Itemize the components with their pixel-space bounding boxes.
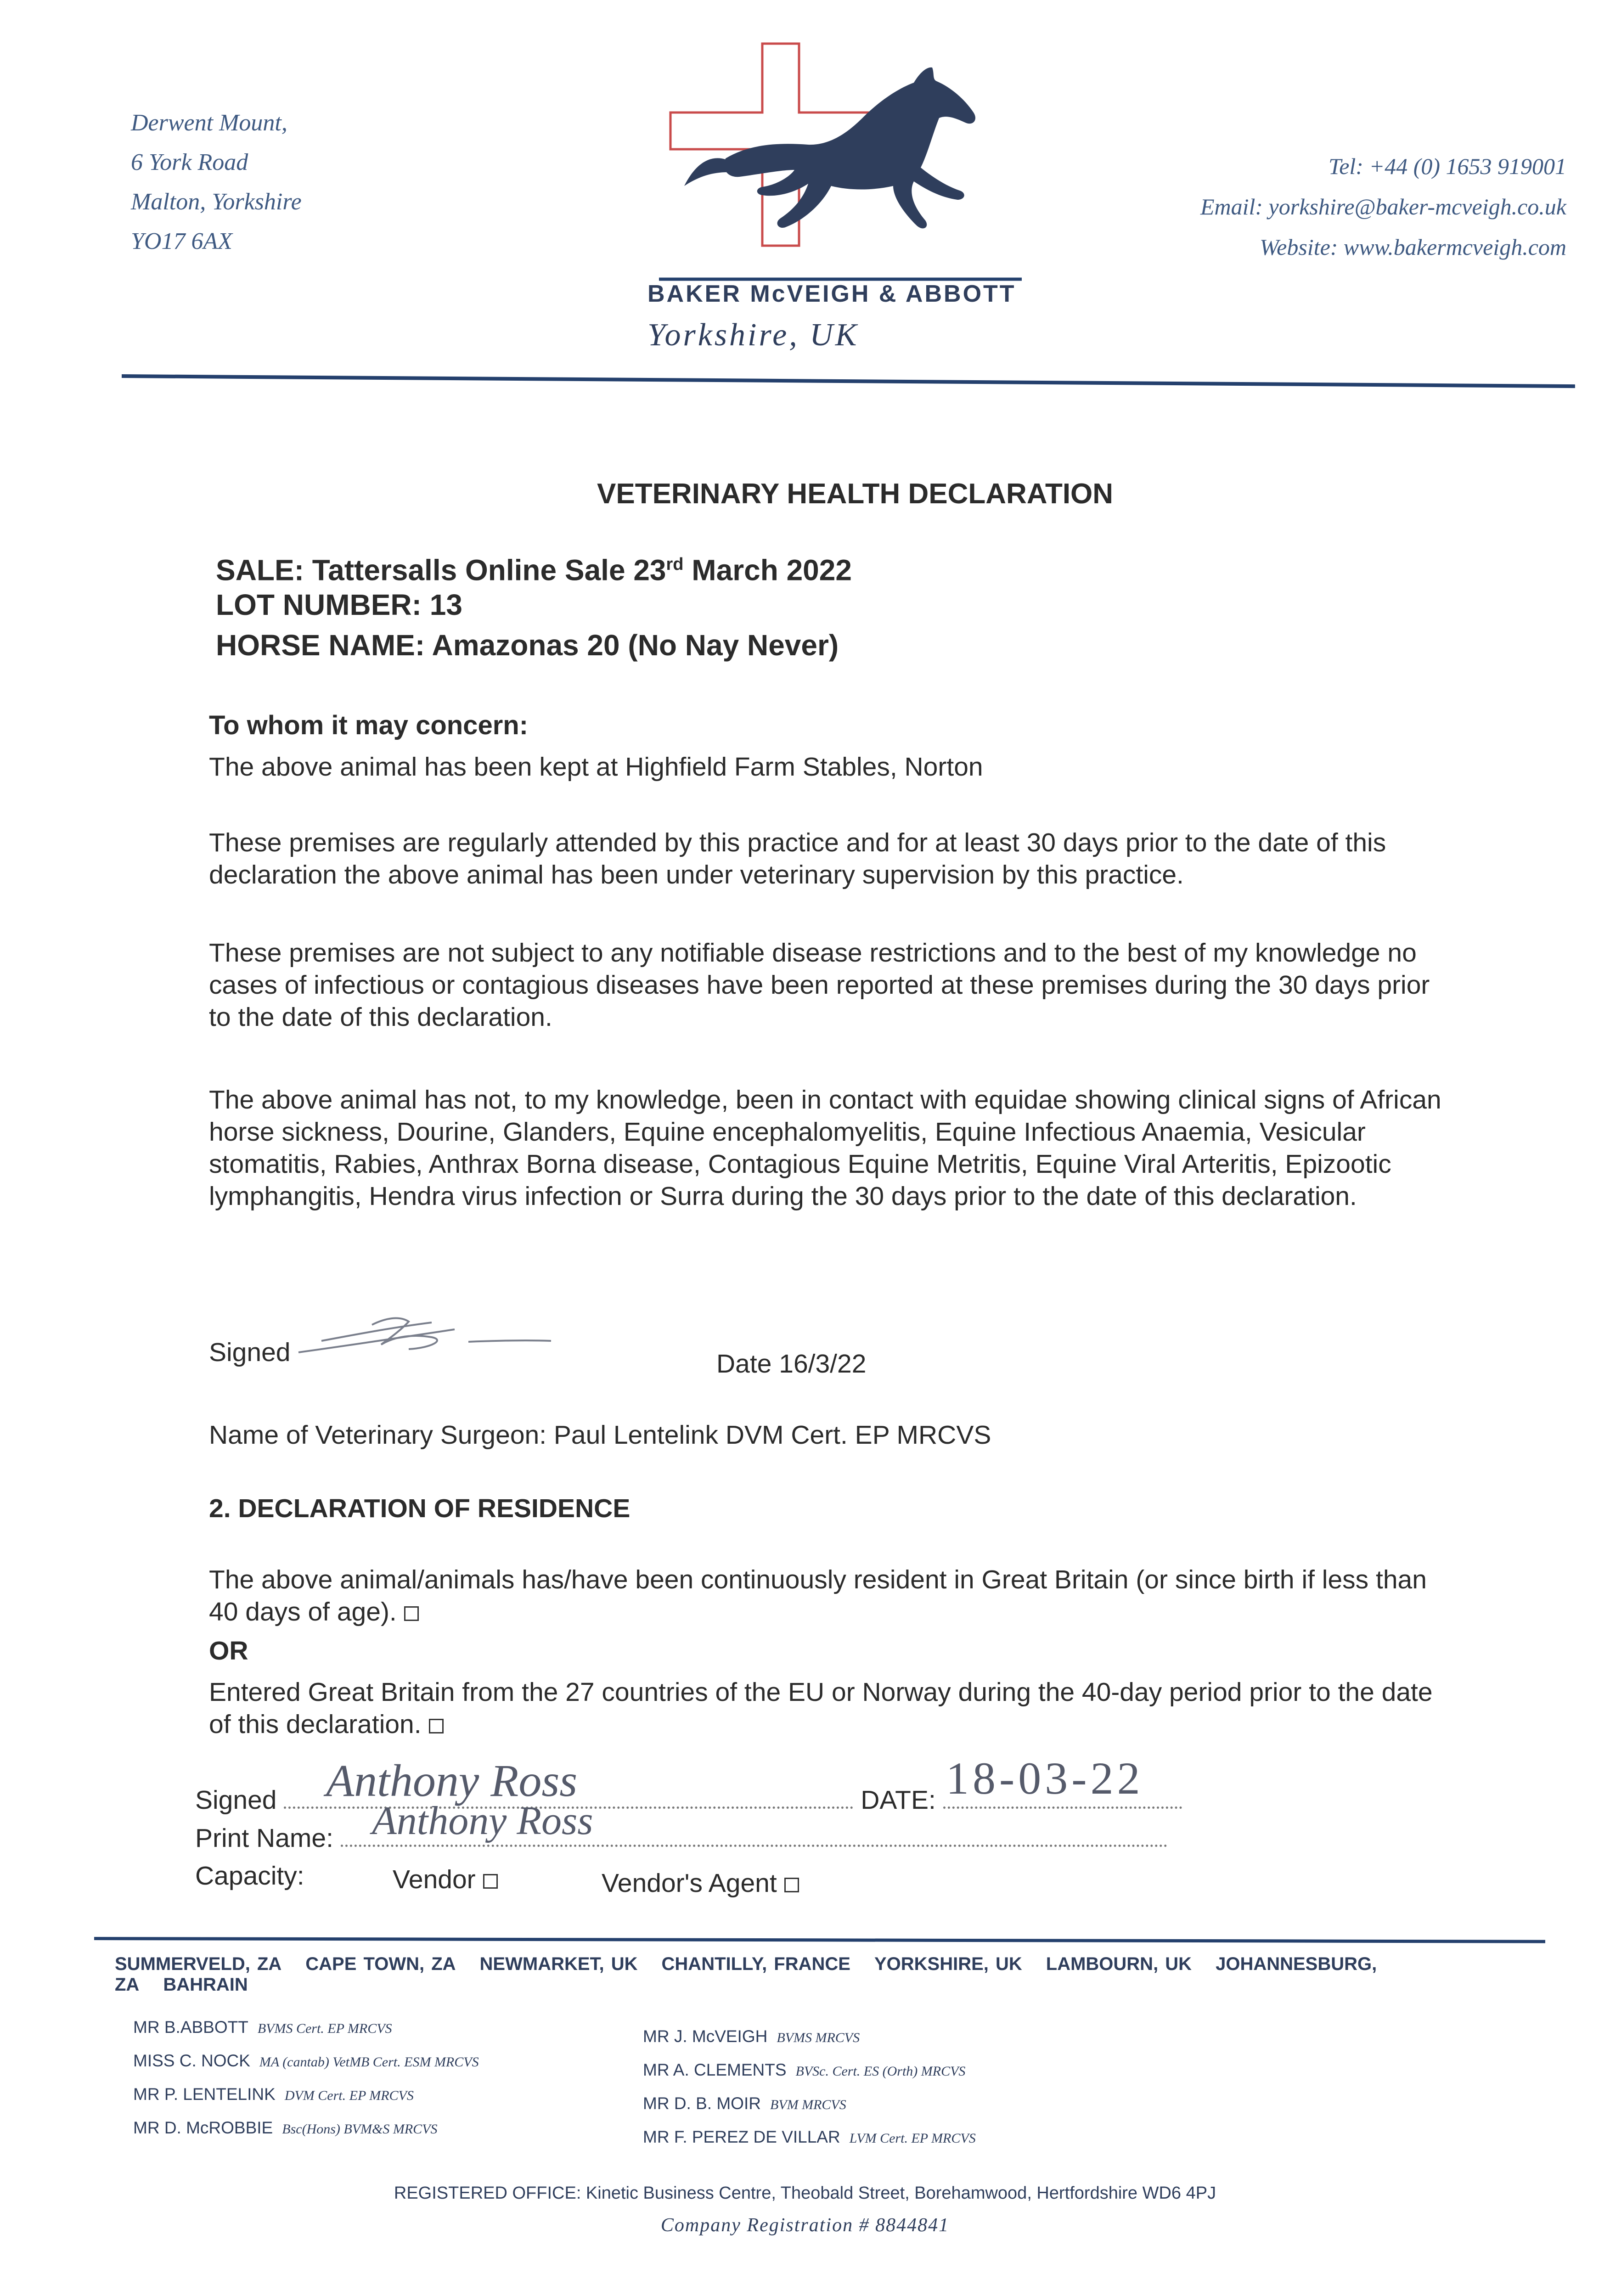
tel-line: Tel: +44 (0) 1653 919001	[1329, 153, 1566, 179]
staff-left	[133, 2011, 661, 2145]
vendor-option	[393, 1863, 576, 1896]
staff-row	[643, 2121, 1194, 2155]
residence-heading: 2. DECLARATION OF RESIDENCE	[209, 1494, 630, 1523]
city: BAHRAIN	[163, 1975, 248, 1995]
address-line: YO17 6AX	[131, 228, 232, 254]
staff-row	[133, 2078, 661, 2112]
option-2-checkbox[interactable]	[429, 1719, 444, 1733]
paragraph-restrictions: These premises are not subject to any notifiable disease restrictions and to the best of my knowledge no cases of infectious or contagious diseases have been reported at these premises during the 30 days prior to the date of this declaration.	[209, 938, 1430, 1032]
print-name-value: Anthony Ross	[372, 1799, 593, 1843]
date-label: DATE:	[861, 1785, 936, 1815]
staff-quals: BVSc. Cert. ES (Orth) MRCVS	[795, 2064, 966, 2079]
lot-number: LOT NUMBER: 13	[216, 588, 462, 621]
agent-checkbox[interactable]	[784, 1878, 799, 1892]
residence-option-2	[209, 1676, 1449, 1740]
city: CHANTILLY, FRANCE	[661, 1954, 850, 1974]
or-label: OR	[209, 1636, 248, 1666]
staff-quals: BVMS Cert. EP MRCVS	[257, 2021, 392, 2036]
staff-quals: LVM Cert. EP MRCVS	[849, 2131, 976, 2146]
staff-quals: BVMS MRCVS	[777, 2030, 860, 2045]
residence-date-value: 18-03-22	[946, 1753, 1144, 1804]
print-name-label: Print Name:	[195, 1823, 333, 1853]
signed-label: Signed	[195, 1785, 277, 1815]
staff-row	[133, 2045, 661, 2078]
option-2-text: Entered Great Britain from the 27 countries of the EU or Norway during the 40-day period prior to the date of this declaration.	[209, 1677, 1433, 1739]
vet-signature	[294, 1309, 556, 1368]
document-title: VETERINARY HEALTH DECLARATION	[597, 478, 1114, 510]
vendor-checkbox[interactable]	[483, 1874, 498, 1889]
brand-name: BAKER McVEIGH & ABBOTT	[647, 281, 1016, 307]
registered-office: REGISTERED OFFICE: Kinetic Business Centre, Theobald Street, Borehamwood, Hertfordshire WD6 4PJ	[394, 2183, 1216, 2203]
city: JOHANNESBURG, ZA	[115, 1954, 1377, 1995]
agent-label: Vendor's Agent	[602, 1868, 777, 1898]
staff-row	[643, 2020, 1194, 2054]
staff-quals: DVM Cert. EP MRCVS	[284, 2088, 414, 2103]
staff-name: MR B.ABBOTT	[133, 2018, 248, 2037]
option-1-checkbox[interactable]	[404, 1606, 419, 1621]
agent-option	[602, 1867, 923, 1899]
vet-signed-label: Signed	[209, 1338, 291, 1367]
address-line: 6 York Road	[131, 149, 248, 175]
vet-name: Name of Veterinary Surgeon: Paul Lentelink DVM Cert. EP MRCVS	[209, 1420, 991, 1450]
city: YORKSHIRE, UK	[874, 1954, 1022, 1974]
vet-date: Date 16/3/22	[716, 1349, 867, 1379]
staff-name: MR D. B. MOIR	[643, 2094, 761, 2113]
city: CAPE TOWN, ZA	[305, 1954, 456, 1974]
sale-sup: rd	[666, 555, 684, 574]
address-line: Malton, Yorkshire	[131, 189, 302, 215]
staff-quals: MA (cantab) VetMB Cert. ESM MRCVS	[259, 2054, 479, 2070]
paragraph-supervision: These premises are regularly attended by this practice and for at least 30 days prior to the date of this declaration the above animal has been under veterinary supervision by this practice.	[209, 828, 1386, 889]
staff-name: MISS C. NOCK	[133, 2051, 250, 2070]
footer-divider	[94, 1937, 1545, 1943]
sale-text: SALE: Tattersalls Online Sale 23	[216, 553, 666, 587]
horse-cross-logo	[657, 39, 1024, 296]
staff-name: MR A. CLEMENTS	[643, 2060, 787, 2079]
paragraph-kept: The above animal has been kept at Highfield Farm Stables, Norton	[209, 752, 983, 782]
capacity-label: Capacity:	[195, 1861, 304, 1891]
residence-option-1	[209, 1564, 1449, 1628]
salutation: To whom it may concern:	[209, 710, 529, 740]
city: NEWMARKET, UK	[479, 1954, 638, 1974]
address-line: Derwent Mount,	[131, 110, 287, 136]
staff-row	[643, 2088, 1194, 2121]
residence-signature: Anthony Ross	[326, 1755, 578, 1806]
staff-row	[133, 2112, 661, 2145]
staff-quals: Bsc(Hons) BVM&S MRCVS	[282, 2122, 438, 2137]
brand-location: Yorkshire, UK	[647, 317, 859, 353]
company-registration: Company Registration # 8844841	[660, 2215, 950, 2236]
city: LAMBOURN, UK	[1046, 1954, 1192, 1974]
sale-date: March 2022	[683, 553, 852, 587]
option-1-text: The above animal/animals has/have been continuously resident in Great Britain (or since birth if less than 40 days of age).	[209, 1565, 1427, 1626]
website-line: Website: www.bakermcveigh.com	[1260, 234, 1566, 260]
staff-quals: BVM MRCVS	[770, 2097, 846, 2112]
paragraph-contact: The above animal has not, to my knowledge, been in contact with equidae showing clinical signs of African horse sickness, Dourine, Glanders, Equine encephalomyelitis, Equine Infectious Anaemia, Vesicular stomatitis, Rabies, Anthrax Borna disease, Contagious Equine Metritis, Equine Viral Arteritis, Epizootic lymphangitis, Hendra virus infection or Surra during the 30 days prior to the date of this declaration.	[209, 1085, 1441, 1211]
staff-row	[133, 2011, 661, 2045]
vendor-label: Vendor	[393, 1865, 476, 1894]
city: SUMMERVELD, ZA	[115, 1954, 282, 1974]
staff-name: MR P. LENTELINK	[133, 2085, 276, 2104]
staff-name: MR F. PEREZ DE VILLAR	[643, 2127, 840, 2146]
contact-block	[1061, 146, 1566, 267]
email-line: Email: yorkshire@baker-mcveigh.co.uk	[1200, 194, 1566, 219]
staff-row	[643, 2054, 1194, 2088]
staff-name: MR D. McROBBIE	[133, 2118, 273, 2137]
horse-name: HORSE NAME: Amazonas 20 (No Nay Never)	[216, 629, 839, 662]
staff-right	[643, 2020, 1194, 2155]
header-divider	[122, 374, 1575, 388]
office-locations	[115, 1954, 1538, 1995]
sale-line	[216, 544, 852, 590]
staff-name: MR J. McVEIGH	[643, 2027, 768, 2046]
practice-address	[131, 103, 452, 261]
